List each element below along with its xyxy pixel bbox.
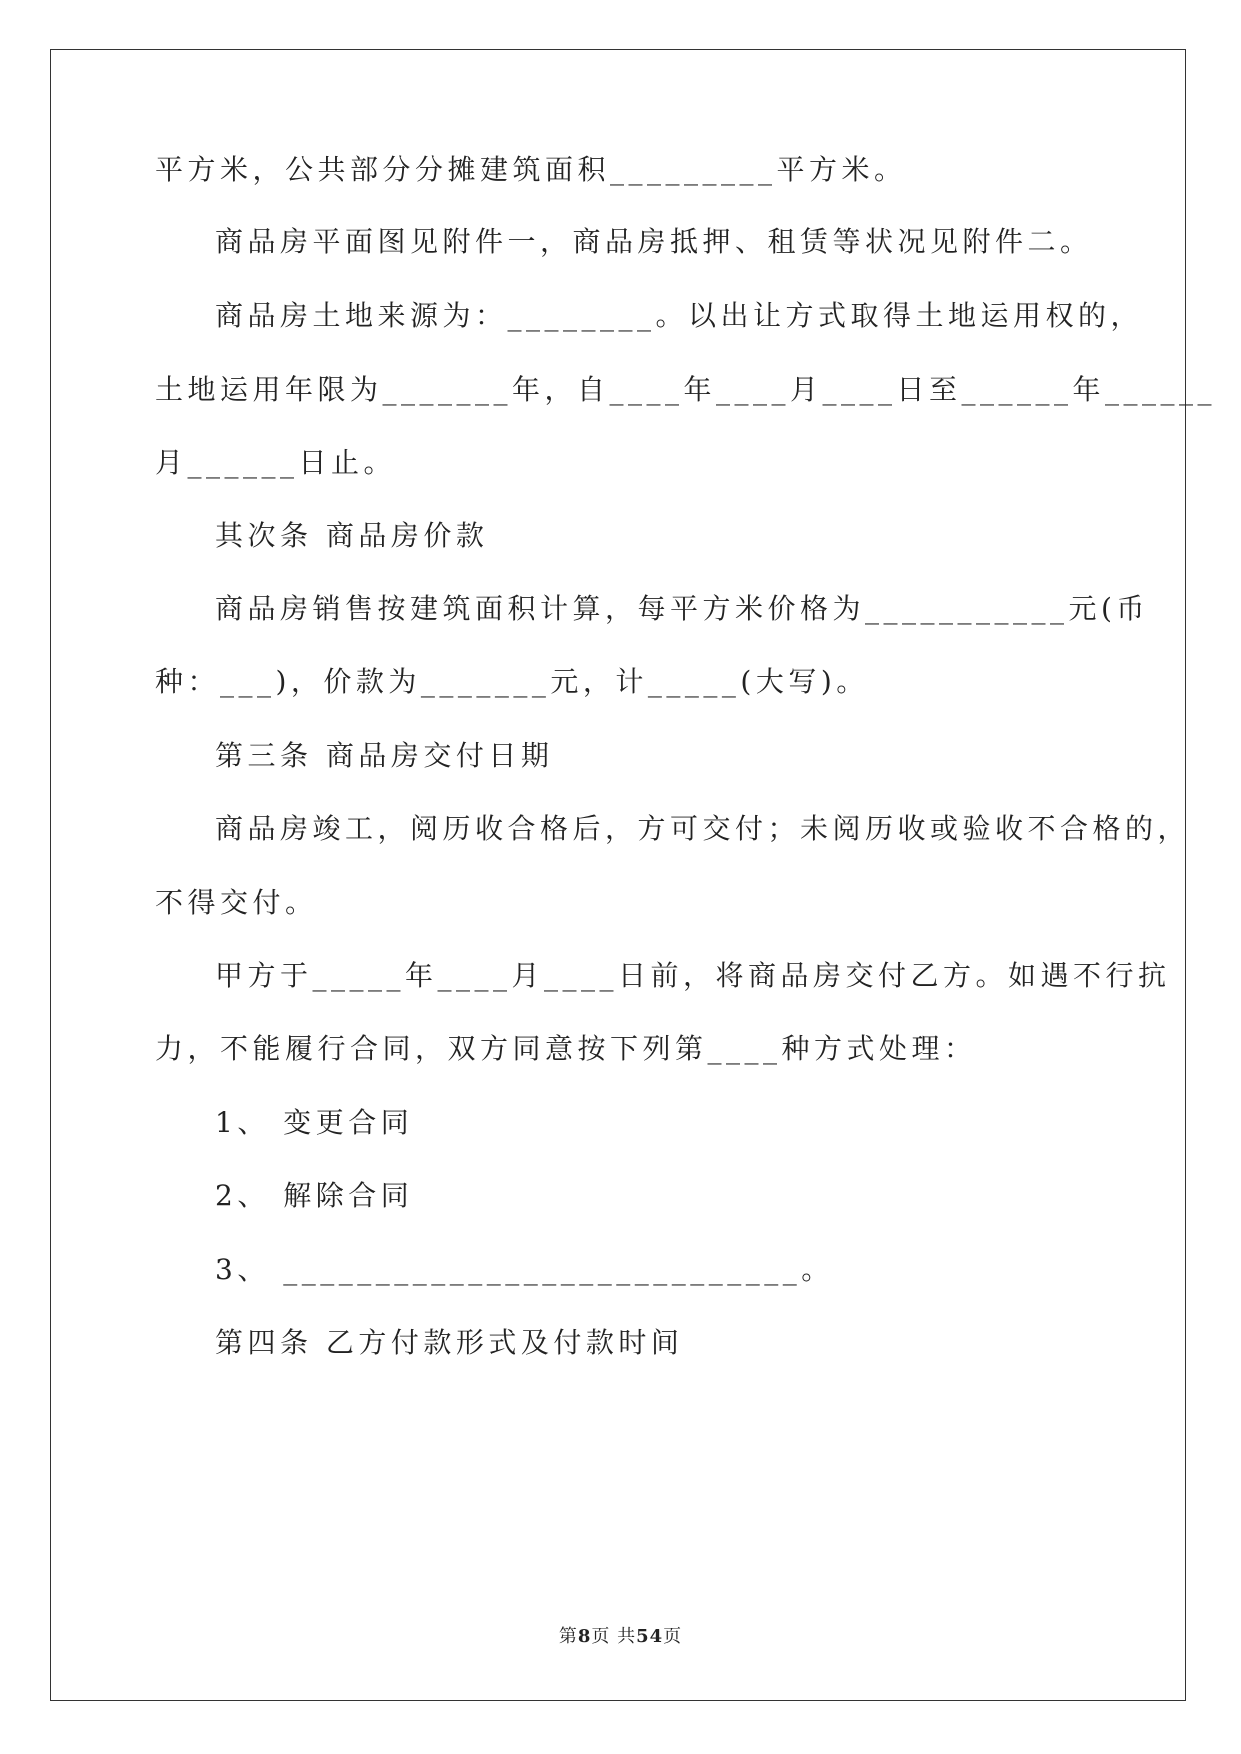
list-item: 3、 ____________________________。 bbox=[215, 1253, 834, 1286]
list-item: 1、 变更合同 bbox=[215, 1106, 414, 1139]
section-heading: 第四条 乙方付款形式及付款时间 bbox=[215, 1326, 684, 1359]
text-line: 月______日止。 bbox=[155, 446, 397, 479]
footer-suffix: 页 bbox=[663, 1626, 683, 1647]
text-line: 商品房竣工，阅历收合格后，方可交付；未阅历收或验收不合格的， bbox=[215, 812, 1191, 845]
section-heading: 其次条 商品房价款 bbox=[215, 519, 489, 552]
page-footer bbox=[0, 1622, 1241, 1648]
section-heading: 第三条 商品房交付日期 bbox=[215, 739, 554, 772]
text-line: 商品房土地来源为：________。以出让方式取得土地运用权的， bbox=[215, 299, 1144, 332]
text-line: 平方米，公共部分分摊建筑面积_________平方米。 bbox=[155, 153, 907, 186]
text-line: 种：___)，价款为_______元，计_____(大写)。 bbox=[155, 665, 869, 698]
current-page-number: 8 bbox=[577, 1626, 592, 1647]
footer-mid: 页 共 bbox=[591, 1626, 637, 1647]
text-line: 甲方于_____年____月____日前，将商品房交付乙方。如遇不行抗 bbox=[215, 959, 1171, 992]
list-item: 2、 解除合同 bbox=[215, 1179, 414, 1212]
text-line: 商品房平面图见附件一，商品房抵押、租赁等状况见附件二。 bbox=[215, 225, 1093, 258]
text-line: 不得交付。 bbox=[155, 886, 318, 919]
text-line: 土地运用年限为_______年，自____年____月____日至______年______ bbox=[155, 373, 1217, 406]
text-line: 力，不能履行合同，双方同意按下列第____种方式处理： bbox=[155, 1032, 977, 1065]
text-line: 商品房销售按建筑面积计算，每平方米价格为___________元(币 bbox=[215, 592, 1149, 625]
total-page-number: 54 bbox=[636, 1626, 664, 1647]
footer-prefix: 第 bbox=[558, 1626, 578, 1647]
